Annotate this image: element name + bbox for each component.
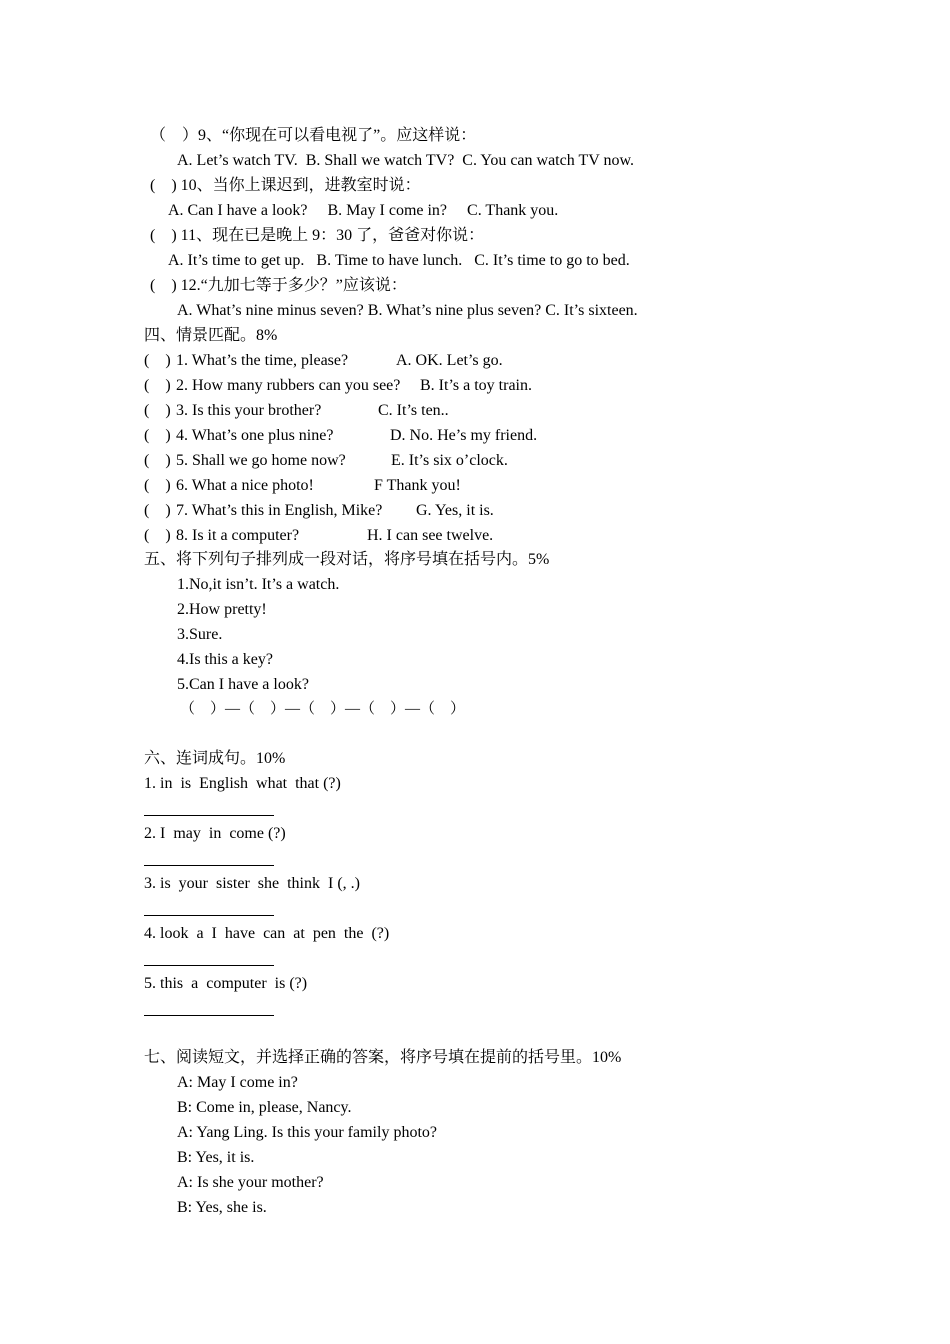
answer-paren[interactable]: ( ) <box>144 502 171 519</box>
matching-answer: A. OK. Let’s go. <box>396 352 503 369</box>
matching-question: 4. What’s one plus nine? <box>176 427 334 444</box>
question-12-prompt: ( ) 12.“九加七等于多少？”应该说： <box>150 277 407 294</box>
section-5-title: 五、将下列句子排列成一段对话，将序号填在括号内。5% <box>144 551 550 568</box>
matching-answer: B. It’s a toy train. <box>420 377 532 394</box>
question-10-options: A. Can I have a look? B. May I come in? C. Thank you. <box>168 202 559 219</box>
answer-paren[interactable]: ( ) <box>144 402 171 419</box>
section-4-title: 四、情景匹配。8% <box>144 327 278 344</box>
question-10-prompt: ( ) 10、当你上课迟到，进教室时说： <box>150 177 421 194</box>
question-11-prompt: ( ) 11、现在已是晚上 9：30 了，爸爸对你说： <box>150 227 485 244</box>
matching-question: 5. Shall we go home now? <box>176 452 346 469</box>
matching-question: 7. What’s this in English, Mike? <box>176 502 383 519</box>
answer-paren[interactable]: ( ) <box>144 352 171 369</box>
matching-answer: C. It’s ten.. <box>378 402 449 419</box>
matching-answer: G. Yes, it is. <box>416 502 494 519</box>
matching-answer: H. I can see twelve. <box>367 527 494 544</box>
dialogue-line: A: Yang Ling. Is this your family photo? <box>177 1124 437 1141</box>
dialogue-line: A: Is she your mother? <box>177 1174 324 1191</box>
section-6-title: 六、连词成句。10% <box>144 750 286 767</box>
matching-answer: F Thank you! <box>374 477 461 494</box>
answer-line[interactable] <box>144 915 274 916</box>
dialogue-line: B: Come in, please, Nancy. <box>177 1099 352 1116</box>
order-answer-blanks[interactable]: （ ）—（ ）—（ ）—（ ）—（ ） <box>180 701 466 717</box>
dialogue-line: B: Yes, she is. <box>177 1199 267 1216</box>
answer-paren[interactable]: ( ) <box>144 427 171 444</box>
dialogue-line: A: May I come in? <box>177 1074 298 1091</box>
matching-answer: E. It’s six o’clock. <box>391 452 508 469</box>
dialogue-sentence: 2.How pretty! <box>177 601 267 618</box>
answer-line[interactable] <box>144 965 274 966</box>
answer-paren[interactable]: ( ) <box>144 477 171 494</box>
answer-paren[interactable]: ( ) <box>144 527 171 544</box>
question-12-options: A. What’s nine minus seven? B. What’s nine plus seven? C. It’s sixteen. <box>177 302 638 319</box>
scrambled-words: 2. I may in come (?) <box>144 825 286 842</box>
matching-question: 2. How many rubbers can you see? <box>176 377 401 394</box>
scrambled-words: 1. in is English what that (?) <box>144 775 341 792</box>
question-9-prompt: （ ）9、“你现在可以看电视了”。应这样说： <box>150 127 477 144</box>
dialogue-sentence: 5.Can I have a look? <box>177 676 309 693</box>
scrambled-words: 4. look a I have can at pen the (?) <box>144 925 390 942</box>
dialogue-line: B: Yes, it is. <box>177 1149 255 1166</box>
question-11-options: A. It’s time to get up. B. Time to have lunch. C. It’s time to go to bed. <box>168 252 630 269</box>
dialogue-sentence: 4.Is this a key? <box>177 651 273 668</box>
scrambled-words: 5. this a computer is (?) <box>144 975 308 992</box>
matching-question: 1. What’s the time, please? <box>176 352 349 369</box>
matching-question: 8. Is it a computer? <box>176 527 300 544</box>
dialogue-sentence: 1.No,it isn’t. It’s a watch. <box>177 576 340 593</box>
answer-line[interactable] <box>144 815 274 816</box>
dialogue-sentence: 3.Sure. <box>177 626 223 643</box>
matching-question: 3. Is this your brother? <box>176 402 322 419</box>
matching-answer: D. No. He’s my friend. <box>390 427 538 444</box>
answer-paren[interactable]: ( ) <box>144 452 171 469</box>
scrambled-words: 3. is your sister she think I (, .) <box>144 875 360 892</box>
answer-line[interactable] <box>144 1015 274 1016</box>
question-9-options: A. Let’s watch TV. B. Shall we watch TV? C. You can watch TV now. <box>177 152 634 169</box>
section-7-title: 七、阅读短文，并选择正确的答案，将序号填在提前的括号里。10% <box>144 1049 622 1066</box>
answer-line[interactable] <box>144 865 274 866</box>
matching-question: 6. What a nice photo! <box>176 477 314 494</box>
answer-paren[interactable]: ( ) <box>144 377 171 394</box>
